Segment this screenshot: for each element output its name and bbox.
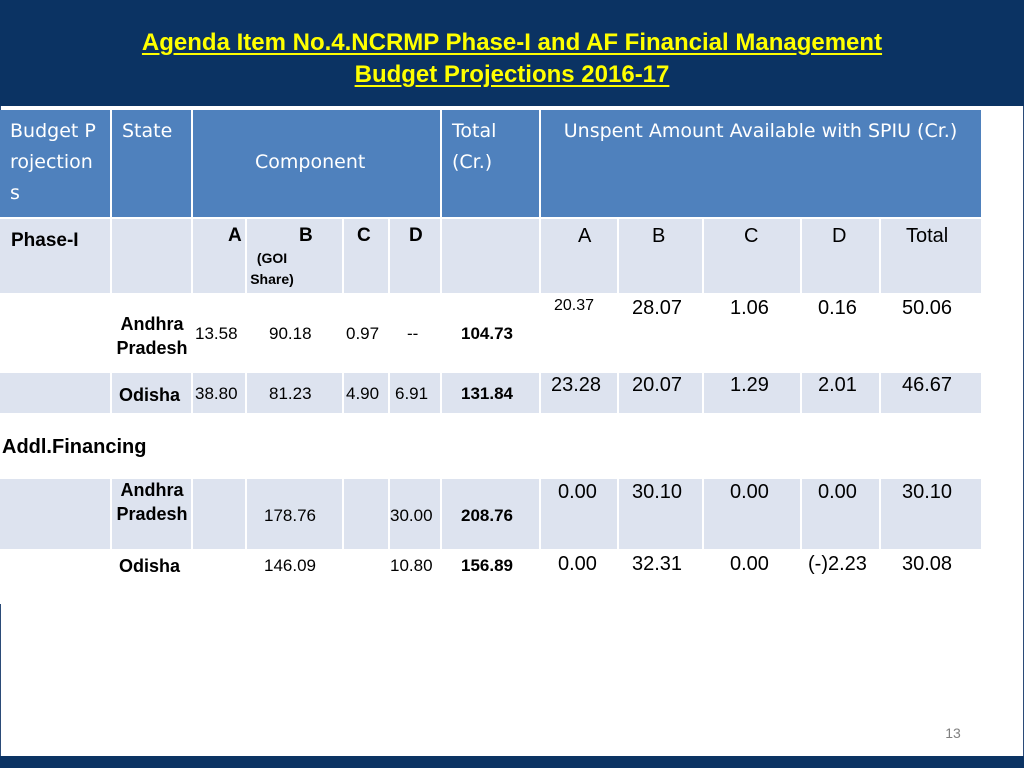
state-cell: Andhra Pradesh	[116, 314, 188, 358]
unspent-d-value: (-)2.23	[808, 553, 867, 575]
comp-b-value: 146.09	[264, 556, 316, 575]
comp-b-value: 90.18	[269, 324, 312, 343]
comp-c-label: C	[357, 225, 371, 246]
comp-d-value: 30.00	[390, 506, 433, 525]
unspent-d-label: D	[832, 225, 847, 247]
col-divider	[342, 218, 344, 414]
total-value: 156.89	[461, 556, 513, 575]
col-divider	[617, 218, 619, 414]
total-value: 104.73	[461, 324, 513, 343]
unspent-b-value: 20.07	[632, 374, 683, 396]
comp-b-note: (GOI Share)	[250, 250, 294, 287]
header-component: Component	[192, 110, 441, 218]
addl-financing-label: Addl.Financing	[2, 436, 147, 458]
comp-a-value: 38.80	[195, 384, 238, 403]
col-divider	[440, 478, 442, 604]
budget-table	[0, 110, 981, 604]
col-divider	[342, 478, 344, 604]
col-divider	[702, 218, 704, 414]
unspent-c-value: 0.00	[730, 481, 769, 503]
row-divider	[0, 477, 981, 479]
total-value: 131.84	[461, 384, 513, 403]
row-divider	[0, 371, 981, 373]
col-divider	[539, 110, 541, 414]
col-divider	[110, 110, 112, 414]
col-divider	[800, 478, 802, 604]
col-divider	[879, 218, 881, 414]
row-divider	[0, 293, 981, 295]
comp-d-value: 6.91	[395, 384, 429, 403]
unspent-a-value: 20.37	[554, 297, 595, 314]
slide-title	[0, 27, 1024, 91]
comp-d-value: 10.80	[390, 556, 433, 575]
addl-financing-row	[0, 414, 981, 478]
header-budget-projections: Budget Projections	[0, 110, 111, 218]
unspent-d-value: 0.16	[818, 297, 857, 319]
footer-bar	[0, 756, 1024, 768]
comp-c-value: 4.90	[346, 384, 380, 403]
comp-b-value: 81.23	[269, 384, 312, 403]
state-cell: Andhra Pradesh	[116, 480, 188, 524]
col-divider	[440, 110, 442, 414]
unspent-total-value: 46.67	[902, 374, 953, 396]
unspent-c-value: 1.29	[730, 374, 769, 396]
header-unspent: Unspent Amount Available with SPIU (Cr.)	[540, 110, 981, 218]
unspent-total-value: 30.08	[902, 553, 953, 575]
col-divider	[388, 218, 390, 414]
col-divider	[245, 478, 247, 604]
state-cell: Odisha	[119, 556, 181, 576]
page-number: 13	[945, 725, 961, 741]
unspent-d-value: 2.01	[818, 374, 857, 396]
col-divider	[879, 478, 881, 604]
unspent-a-value: 0.00	[558, 481, 597, 503]
unspent-b-value: 32.31	[632, 553, 683, 575]
col-divider	[191, 478, 193, 604]
table-row	[0, 478, 981, 550]
title-line-2: Budget Projections 2016-17	[354, 61, 670, 88]
col-divider	[800, 218, 802, 414]
title-line-1: Agenda Item No.4.NCRMP Phase-I and AF Financial Management	[141, 29, 883, 56]
table-row	[0, 550, 981, 604]
subheader-row	[0, 218, 981, 294]
col-divider	[539, 478, 541, 604]
unspent-c-label: C	[744, 225, 759, 247]
total-value: 208.76	[461, 506, 513, 525]
state-cell: Odisha	[119, 385, 181, 405]
phase-label: Phase-I	[11, 230, 79, 251]
col-divider	[110, 478, 112, 604]
col-divider	[702, 478, 704, 604]
unspent-d-value: 0.00	[818, 481, 857, 503]
unspent-total-label: Total	[906, 225, 949, 247]
header-total: Total (Cr.)	[441, 110, 540, 218]
col-divider	[245, 218, 247, 414]
unspent-b-value: 28.07	[632, 297, 683, 319]
header-state: State	[111, 110, 192, 218]
unspent-a-value: 0.00	[558, 553, 597, 575]
row-divider	[0, 217, 981, 219]
unspent-c-value: 0.00	[730, 553, 769, 575]
row-divider	[0, 413, 981, 415]
unspent-c-value: 1.06	[730, 297, 769, 319]
comp-b-label: B	[299, 225, 313, 246]
col-divider	[388, 478, 390, 604]
comp-d-value: --	[407, 324, 419, 343]
unspent-a-label: A	[578, 225, 592, 247]
comp-d-label: D	[409, 225, 423, 246]
unspent-b-value: 30.10	[632, 481, 683, 503]
comp-a-label: A	[228, 225, 242, 246]
unspent-b-label: B	[652, 225, 666, 247]
unspent-a-value: 23.28	[551, 374, 602, 396]
comp-b-value: 178.76	[264, 506, 316, 525]
unspent-total-value: 50.06	[902, 297, 953, 319]
comp-c-value: 0.97	[346, 324, 380, 343]
row-divider	[0, 549, 981, 551]
unspent-total-value: 30.10	[902, 481, 953, 503]
table-row	[0, 294, 981, 372]
col-divider	[617, 478, 619, 604]
col-divider	[191, 110, 193, 414]
comp-a-value: 13.58	[195, 324, 238, 343]
table-row	[0, 372, 981, 414]
